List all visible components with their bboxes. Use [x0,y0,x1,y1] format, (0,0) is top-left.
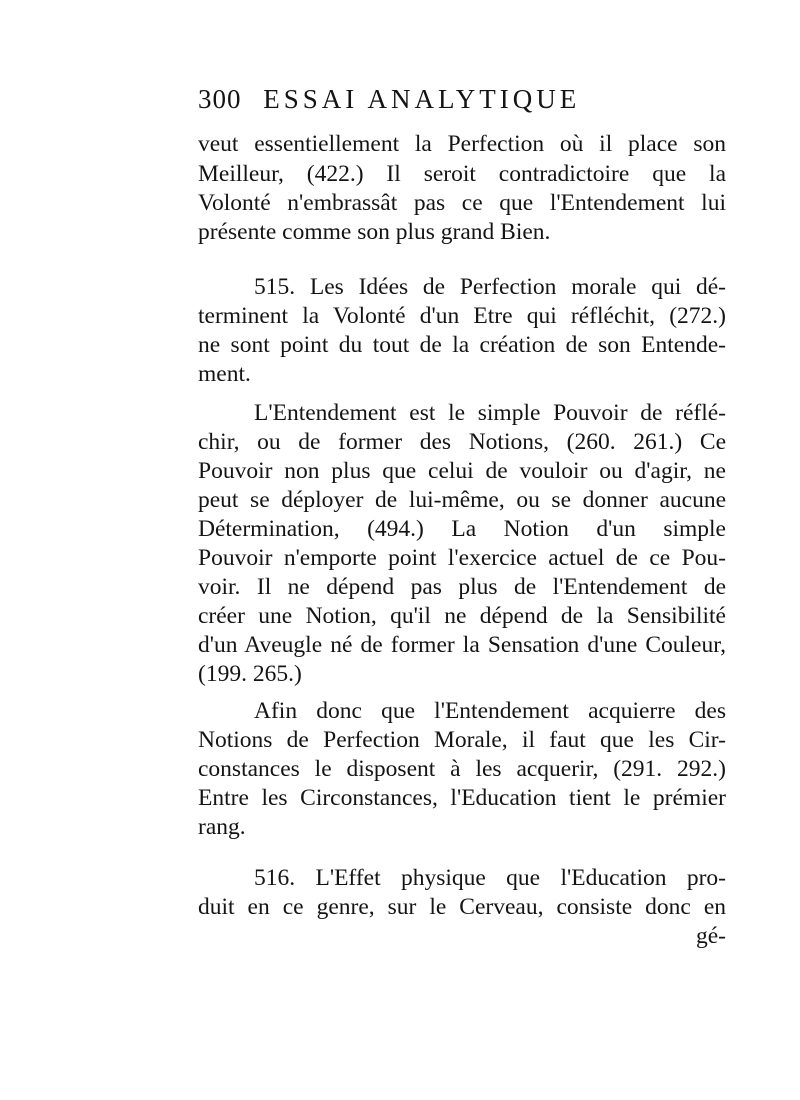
text-line: voir. Il ne dépend pas plus de l'Entendement de [198,574,726,600]
catchword: gé- [695,923,726,949]
text-line: ne sont point du tout de la création de son Entende- [198,332,726,358]
text-line: constances le disposent à les acquerir, (291. 292.) [198,756,726,782]
running-title: ESSAI ANALYTIQUE [263,84,581,114]
text-line: rang. [198,814,246,840]
text-line: (199. 265.) [198,661,302,687]
text-line: Pouvoir non plus que celui de vouloir ou d'agir, ne [198,458,726,484]
page-number: 300 [198,84,242,114]
text-line: veut essentiellement la Perfection où il place son [198,131,726,157]
text-line: ment. [198,361,251,387]
text-line: Pouvoir n'emporte point l'exercice actuel de ce Pou- [198,545,726,571]
paragraph-515-first-line: 515. Les Idées de Perfection morale qui dé- [254,274,726,300]
text-line: terminent la Volonté d'un Etre qui réfléchit, (272.) [198,303,726,329]
paragraph-first-line: Afin donc que l'Entendement acquierre des [254,698,726,724]
paragraph-516-first-line: 516. L'Effet physique que l'Education pro- [254,865,726,891]
text-line: Notions de Perfection Morale, il faut que les Cir- [198,727,726,753]
text-line: d'un Aveugle né de former la Sensation d'une Couleur, [198,632,726,658]
text-line: duit en ce genre, sur le Cerveau, consiste donc en [198,894,726,920]
running-header [198,84,580,115]
text-line: Meilleur, (422.) Il seroit contradictoire que la [198,161,726,187]
paragraph-first-line: L'Entendement est le simple Pouvoir de réflé- [254,400,726,426]
text-line: présente comme son plus grand Bien. [198,219,551,245]
text-line: créer une Notion, qu'il ne dépend de la Sensibilité [198,603,726,629]
text-line: peut se déployer de lui-même, ou se donner aucune [198,487,726,513]
text-line: Entre les Circonstances, l'Education tient le prémier [198,785,726,811]
text-line: Détermination, (494.) La Notion d'un simple [198,516,726,542]
text-line: Volonté n'embrassât pas ce que l'Entendement lui [198,190,726,216]
text-line: chir, ou de former des Notions, (260. 261.) Ce [198,429,726,455]
